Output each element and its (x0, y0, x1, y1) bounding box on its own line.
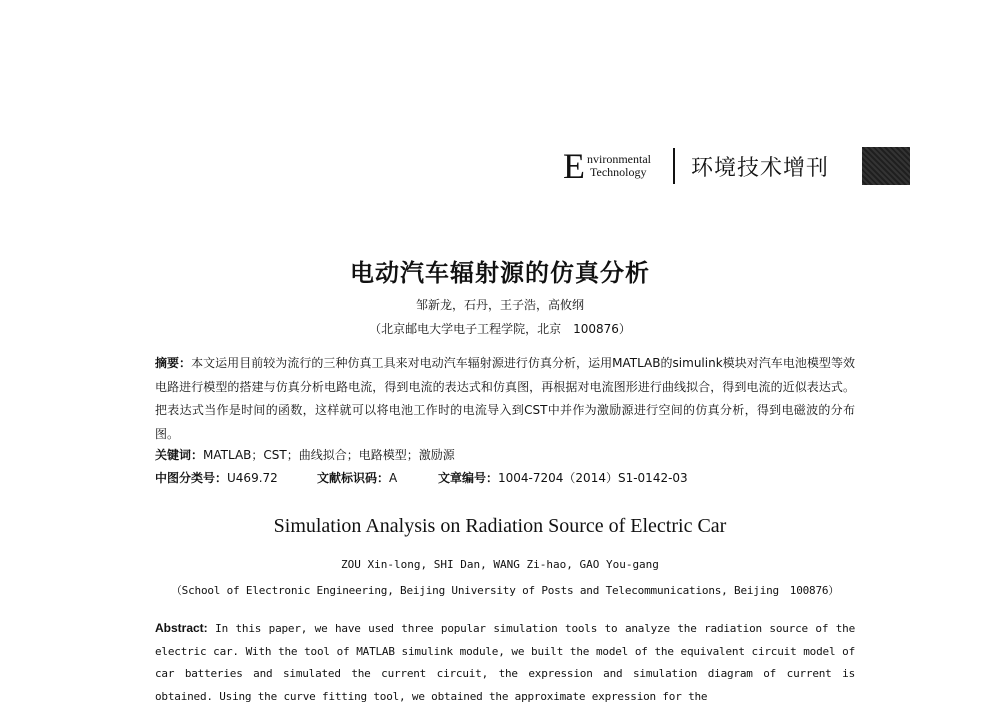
journal-logo-letter: E (563, 146, 585, 186)
journal-logo-word-1: nvironmental (587, 152, 651, 166)
header-divider (673, 148, 675, 184)
authors-cn: 邹新龙，石丹，王子浩，高攸纲 (415, 298, 584, 312)
article-no-label: 文章编号： (438, 471, 499, 485)
journal-logo-words (587, 153, 651, 179)
affiliation-cn: （北京邮电大学电子工程学院，北京 100876） (369, 322, 631, 336)
classification-line (155, 468, 855, 488)
journal-header (563, 146, 861, 186)
doc-code-label: 文献标识码： (317, 471, 390, 485)
abstract-cn-label: 摘要： (155, 356, 192, 370)
abstract-en (155, 617, 855, 708)
authors-en: ZOU Xin-long, SHI Dan, WANG Zi-hao, GAO You-gang (341, 558, 659, 571)
header-dark-block (862, 147, 910, 185)
keywords-cn (155, 445, 855, 465)
clc-label: 中图分类号： (155, 471, 228, 485)
paper-title-en: Simulation Analysis on Radiation Source of Electric Car (273, 515, 727, 537)
journal-logo-word-2: Technology (590, 165, 647, 179)
abstract-en-label: Abstract: (155, 621, 208, 635)
keywords-cn-label: 关键词： (155, 448, 204, 462)
keywords-cn-text: MATLAB；CST；曲线拟合；电路模型；激励源 (203, 448, 455, 462)
abstract-cn (155, 352, 855, 446)
abstract-en-text: In this paper, we have used three popular simulation tools to analyze the radiation source of the electric car. With the tool of MATLAB simulink module, we built the model of the equivalent circuit model of car batteries and simulated the current circuit, the expression and simulation diagram of current is obtained. Using the curve fitting tool, we obtained the approximate expression for the (155, 622, 855, 703)
affiliation-en: （School of Electronic Engineering, Beijing University of Posts and Telecommunications, Beijing 100876） (170, 584, 840, 597)
doc-code-group (317, 468, 438, 488)
paper-title-cn: 电动汽车辐射源的仿真分析 (350, 259, 650, 287)
journal-title-cn: 环境技术增刊 (690, 155, 829, 181)
clc-group (155, 468, 317, 488)
doc-code-value: A (389, 471, 398, 485)
abstract-cn-text: 本文运用目前较为流行的三种仿真工具来对电动汽车辐射源进行仿真分析，运用MATLAB的simulink模块对汽车电池模型等效电路进行模型的搭建与仿真分析电路电流，得到电流的表达式和仿真图，再根据对电流图形进行曲线拟合，得到电流的近似表达式。把表达式当作是时间的函数，这样就可以将电池工作时的电流导入到CST中并作为激励源进行空间的仿真分析，得到电磁波的分布图。 (155, 356, 855, 441)
article-no-value: 1004-7204（2014）S1-0142-03 (498, 471, 688, 485)
clc-value: U469.72 (227, 471, 278, 485)
article-no-group (438, 468, 688, 488)
